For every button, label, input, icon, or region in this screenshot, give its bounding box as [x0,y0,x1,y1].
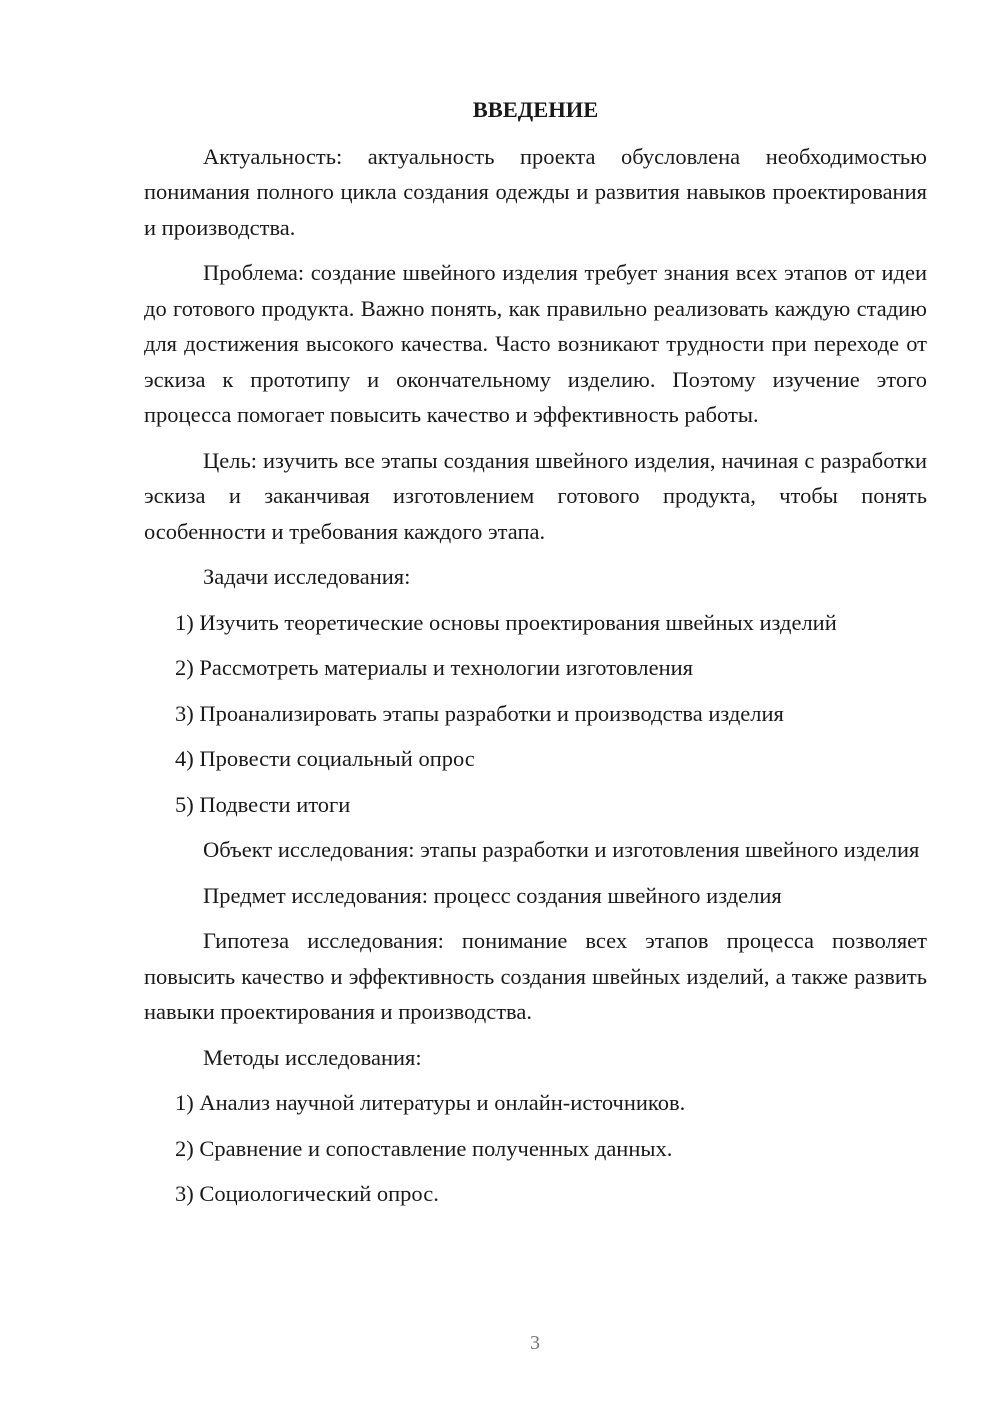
relevance-paragraph: Актуальность: актуальность проекта обусловлена необходимостью понимания полного цикла создания одежды и развития навыков проектирования и производства. [144,143,927,240]
hypothesis-paragraph: Гипотеза исследования: понимание всех этапов процесса позволяет повысить качество и эффективность создания швейных изделий, а также развить навыки проектирования и производства. [144,928,927,1024]
task-item: 3) Проанализировать этапы разработки и производства изделия [175,700,784,726]
page-number: 3 [530,1332,540,1354]
method-item: 1) Анализ научной литературы и онлайн-источников. [175,1090,686,1115]
subject-paragraph: Предмет исследования: процесс создания швейного изделия [203,882,782,908]
object-paragraph: Объект исследования: этапы разработки и изготовления швейного изделия [203,837,920,862]
page-title: ВВЕДЕНИЕ [472,97,599,122]
task-item: 5) Подвести итоги [175,791,351,817]
methods-list [144,1085,927,1212]
method-item: 3) Социологический опрос. [175,1181,439,1206]
tasks-list [144,605,927,823]
problem-paragraph: Проблема: создание швейного изделия требует знания всех этапов от идеи до готового продукта. Важно понять, как правильно реализовать каждую стадию для достижения высокого качества. Часто возникают трудности при переходе от эскиза к прототипу и окончательному изделию. Поэтому изучение этого процесса помогает повысить качество и эффективность работы. [144,260,927,427]
document-page [144,92,927,1222]
task-item: 2) Рассмотреть материалы и технологии изготовления [175,655,694,680]
task-item: 1) Изучить теоретические основы проектирования швейных изделий [175,609,837,635]
method-item: 2) Сравнение и сопоставление полученных данных. [175,1135,673,1161]
methods-heading: Методы исследования: [203,1044,422,1070]
goal-paragraph: Цель: изучить все этапы создания швейного изделия, начиная с разработки эскиза и заканчивая изготовлением готового продукта, чтобы понять особенности и требования каждого этапа. [144,447,927,544]
tasks-heading: Задачи исследования: [203,564,411,589]
task-item: 4) Провести социальный опрос [175,746,475,771]
